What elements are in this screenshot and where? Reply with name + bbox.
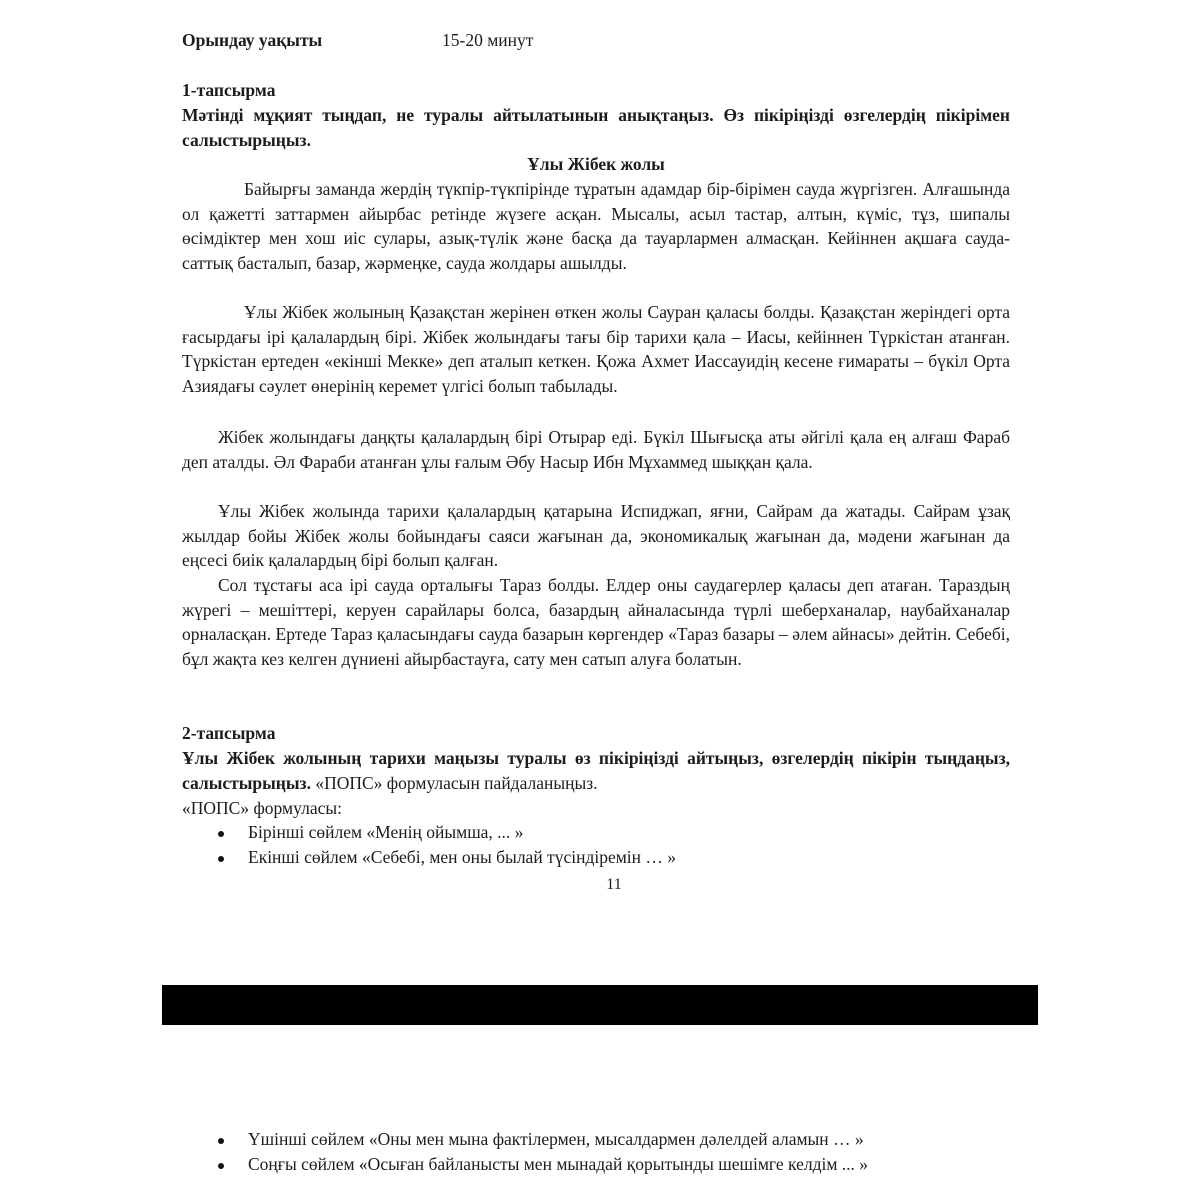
- formula-bullets-bottom: [182, 1127, 868, 1177]
- task2-instruction: [182, 746, 1010, 795]
- bullet-text: Үшінші сөйлем «Оны мен мына фактілермен, мысалдармен дәлелдей аламын … »: [248, 1129, 864, 1149]
- task2-instruction-bold: Ұлы Жібек жолының тарихи маңызы туралы өз пікіріңізді айтыңыз, өзгелердің пікірін тыңдаңыз, салыстырыңыз.: [182, 748, 1010, 793]
- list-item: [182, 845, 676, 870]
- task1-heading: 1-тапсырма: [182, 80, 276, 100]
- paragraph-2: Ұлы Жібек жолының Қазақстан жерінен өткен жолы Сауран қаласы болды. Қазақстан жеріндегі орта ғасырдағы ірі қалалардың бірі. Жібек жолындағы тағы бір тарихи қала – Иасы, кейіннен Түркістан атанған. Түркістан ертеден «екінші Мекке» деп аталып кеткен. Қожа Ахмет Иассауидің кесене ғимараты – бүкіл Орта Азиядағы сәулет өнерінің керемет үлгісі болып табылады.: [182, 302, 1010, 396]
- execution-time-label: Орындау уақыты: [182, 30, 323, 50]
- execution-time-value: 15-20 минут: [442, 30, 534, 50]
- bullet-text: Екінші сөйлем «Себебі, мен оны былай түсіндіремін … »: [248, 847, 677, 867]
- task2-heading: 2-тапсырма: [182, 723, 276, 743]
- bullet-icon: [218, 856, 224, 862]
- task1-instruction: Мәтінді мұқият тыңдап, не туралы айтылатынын анықтаңыз. Өз пікіріңізді өзгелердің пікірімен салыстырыңыз.: [182, 105, 1010, 150]
- bullet-icon: [218, 831, 224, 837]
- list-item: [182, 1127, 868, 1152]
- formula-label: «ПОПС» формуласы:: [182, 798, 342, 818]
- bullet-icon: [218, 1163, 224, 1169]
- page-number: 11: [606, 876, 622, 893]
- bullet-icon: [218, 1138, 224, 1144]
- formula-bullets-top: [182, 820, 676, 870]
- bullet-text: Соңғы сөйлем «Осыған байланысты мен мынадай қорытынды шешімге келдім ... »: [248, 1154, 869, 1174]
- list-item: [182, 1152, 868, 1177]
- list-item: [182, 820, 676, 845]
- paragraph-3: Жібек жолындағы даңқты қалалардың бірі Отырар еді. Бүкіл Шығысқа аты әйгілі қала ең алғаш Фараб деп аталды. Әл Фараби атанған ұлы ғалым Әбу Насыр Ибн Мұхаммед шыққан қала.: [182, 427, 1010, 472]
- bullet-text: Бірінші сөйлем «Менің ойымша, ... »: [248, 822, 524, 842]
- paragraph-1: Байырғы заманда жердің түкпір-түкпірінде тұратын адамдар бір-бірімен сауда жүргізген. Алғашында ол қажетті заттармен айырбас ретінде жүзеге асқан. Мысалы, асыл тастар, алтын, күміс, тұз, шипалы өсімдіктер мен хош иіс сулары, азық-түлік және басқа да тауарлармен алмасқан. Кейіннен ақшаға сауда-саттық басталып, базар, жәрмеңке, сауда жолдары ашылды.: [182, 179, 1010, 273]
- task2-instruction-rest: «ПОПС» формуласын пайдаланыңыз.: [310, 772, 598, 793]
- text-title: Ұлы Жібек жолы: [527, 154, 665, 174]
- black-bar-divider: [162, 985, 1038, 1025]
- paragraph-5: Сол тұстағы аса ірі сауда орталығы Тараз болды. Елдер оны саудагерлер қаласы деп атаған. Тараздың жүрегі – мешіттері, керуен сарайлары болса, базардың айналасында түрлі шеберханалар, наубайханалар орналасқан. Ертеде Тараз қаласындағы сауда базарын көргендер «Тараз базары – әлем айнасы» дейтін. Себебі, бұл жақта кез келген дүниені айырбастауға, сату мен сатып алуға болатын.: [182, 575, 1010, 669]
- paragraph-4: Ұлы Жібек жолында тарихи қалалардың қатарына Испиджап, яғни, Сайрам да жатады. Сайрам ұзақ жылдар бойы Жібек жолы бойындағы саяси жағынан да, экономикалық жағынан да, мәдени жағынан да еңсесі биік қалалардың бірі болып қалған.: [182, 501, 1010, 571]
